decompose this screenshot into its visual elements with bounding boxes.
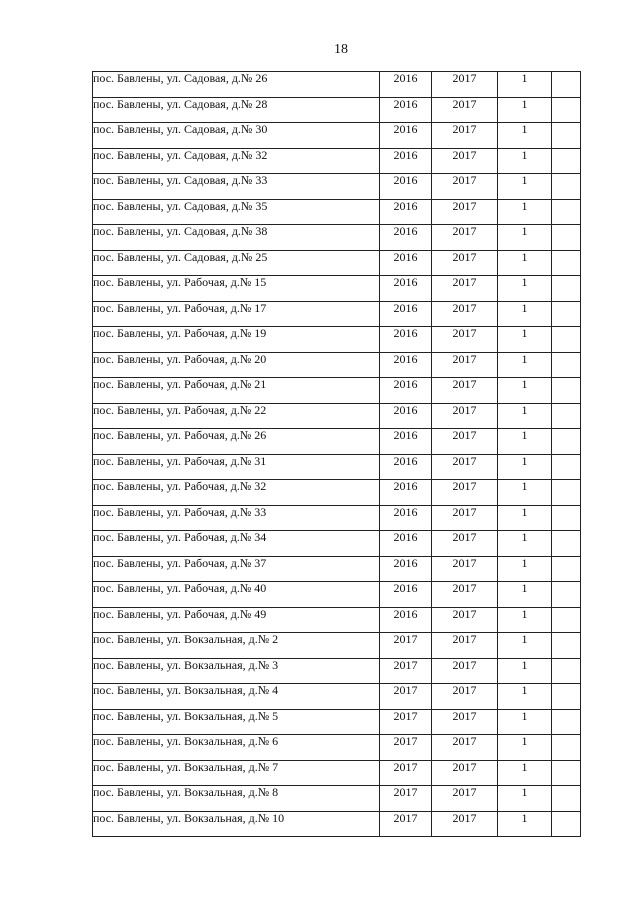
year-start-cell: 2017 xyxy=(380,633,432,659)
empty-cell xyxy=(552,378,581,404)
year-end-cell: 2017 xyxy=(432,301,498,327)
count-cell: 1 xyxy=(498,786,552,812)
address-cell: пос. Бавлены, ул. Садовая, д.№ 33 xyxy=(93,174,380,200)
empty-cell xyxy=(552,174,581,200)
address-cell: пос. Бавлены, ул. Рабочая, д.№ 33 xyxy=(93,505,380,531)
year-end-cell: 2017 xyxy=(432,199,498,225)
year-end-cell: 2017 xyxy=(432,607,498,633)
address-cell: пос. Бавлены, ул. Рабочая, д.№ 32 xyxy=(93,480,380,506)
empty-cell xyxy=(552,556,581,582)
year-start-cell: 2016 xyxy=(380,276,432,302)
year-end-cell: 2017 xyxy=(432,276,498,302)
count-cell: 1 xyxy=(498,301,552,327)
empty-cell xyxy=(552,709,581,735)
count-cell: 1 xyxy=(498,429,552,455)
year-start-cell: 2017 xyxy=(380,786,432,812)
empty-cell xyxy=(552,123,581,149)
table-row xyxy=(93,72,581,98)
year-start-cell: 2016 xyxy=(380,225,432,251)
table-row xyxy=(93,531,581,557)
empty-cell xyxy=(552,276,581,302)
year-start-cell: 2016 xyxy=(380,301,432,327)
year-start-cell: 2016 xyxy=(380,403,432,429)
table-row xyxy=(93,454,581,480)
empty-cell xyxy=(552,531,581,557)
count-cell: 1 xyxy=(498,480,552,506)
count-cell: 1 xyxy=(498,123,552,149)
year-end-cell: 2017 xyxy=(432,480,498,506)
address-cell: пос. Бавлены, ул. Вокзальная, д.№ 4 xyxy=(93,684,380,710)
year-start-cell: 2016 xyxy=(380,556,432,582)
table-row xyxy=(93,556,581,582)
count-cell: 1 xyxy=(498,531,552,557)
empty-cell xyxy=(552,582,581,608)
count-cell: 1 xyxy=(498,327,552,353)
year-start-cell: 2016 xyxy=(380,174,432,200)
table-row xyxy=(93,633,581,659)
empty-cell xyxy=(552,327,581,353)
year-end-cell: 2017 xyxy=(432,658,498,684)
year-end-cell: 2017 xyxy=(432,582,498,608)
count-cell: 1 xyxy=(498,684,552,710)
year-end-cell: 2017 xyxy=(432,148,498,174)
year-start-cell: 2016 xyxy=(380,250,432,276)
table-row xyxy=(93,811,581,837)
year-start-cell: 2016 xyxy=(380,582,432,608)
address-cell: пос. Бавлены, ул. Рабочая, д.№ 34 xyxy=(93,531,380,557)
count-cell: 1 xyxy=(498,607,552,633)
year-end-cell: 2017 xyxy=(432,454,498,480)
address-cell: пос. Бавлены, ул. Рабочая, д.№ 19 xyxy=(93,327,380,353)
year-start-cell: 2016 xyxy=(380,378,432,404)
address-cell: пос. Бавлены, ул. Рабочая, д.№ 22 xyxy=(93,403,380,429)
table-row xyxy=(93,123,581,149)
address-cell: пос. Бавлены, ул. Садовая, д.№ 30 xyxy=(93,123,380,149)
year-end-cell: 2017 xyxy=(432,786,498,812)
year-end-cell: 2017 xyxy=(432,633,498,659)
table-row xyxy=(93,148,581,174)
count-cell: 1 xyxy=(498,72,552,98)
year-end-cell: 2017 xyxy=(432,556,498,582)
year-start-cell: 2016 xyxy=(380,327,432,353)
address-cell: пос. Бавлены, ул. Рабочая, д.№ 20 xyxy=(93,352,380,378)
year-start-cell: 2016 xyxy=(380,607,432,633)
count-cell: 1 xyxy=(498,199,552,225)
table-row xyxy=(93,199,581,225)
table-row xyxy=(93,276,581,302)
table-row xyxy=(93,786,581,812)
year-start-cell: 2016 xyxy=(380,72,432,98)
address-cell: пос. Бавлены, ул. Рабочая, д.№ 40 xyxy=(93,582,380,608)
address-cell: пос. Бавлены, ул. Вокзальная, д.№ 7 xyxy=(93,760,380,786)
count-cell: 1 xyxy=(498,352,552,378)
year-end-cell: 2017 xyxy=(432,250,498,276)
address-cell: пос. Бавлены, ул. Вокзальная, д.№ 6 xyxy=(93,735,380,761)
year-end-cell: 2017 xyxy=(432,531,498,557)
year-start-cell: 2017 xyxy=(380,811,432,837)
year-start-cell: 2017 xyxy=(380,709,432,735)
empty-cell xyxy=(552,760,581,786)
address-cell: пос. Бавлены, ул. Садовая, д.№ 26 xyxy=(93,72,380,98)
year-end-cell: 2017 xyxy=(432,225,498,251)
count-cell: 1 xyxy=(498,454,552,480)
empty-cell xyxy=(552,429,581,455)
count-cell: 1 xyxy=(498,582,552,608)
table-row xyxy=(93,352,581,378)
table-row xyxy=(93,378,581,404)
table-row xyxy=(93,709,581,735)
address-cell: пос. Бавлены, ул. Рабочая, д.№ 37 xyxy=(93,556,380,582)
address-cell: пос. Бавлены, ул. Рабочая, д.№ 15 xyxy=(93,276,380,302)
empty-cell xyxy=(552,72,581,98)
count-cell: 1 xyxy=(498,225,552,251)
year-start-cell: 2016 xyxy=(380,97,432,123)
empty-cell xyxy=(552,786,581,812)
address-cell: пос. Бавлены, ул. Вокзальная, д.№ 3 xyxy=(93,658,380,684)
count-cell: 1 xyxy=(498,633,552,659)
address-cell: пос. Бавлены, ул. Рабочая, д.№ 21 xyxy=(93,378,380,404)
empty-cell xyxy=(552,225,581,251)
table-row xyxy=(93,174,581,200)
address-cell: пос. Бавлены, ул. Рабочая, д.№ 49 xyxy=(93,607,380,633)
table-row xyxy=(93,505,581,531)
year-start-cell: 2016 xyxy=(380,148,432,174)
count-cell: 1 xyxy=(498,276,552,302)
year-end-cell: 2017 xyxy=(432,709,498,735)
address-cell: пос. Бавлены, ул. Садовая, д.№ 25 xyxy=(93,250,380,276)
empty-cell xyxy=(552,480,581,506)
year-end-cell: 2017 xyxy=(432,174,498,200)
empty-cell xyxy=(552,148,581,174)
count-cell: 1 xyxy=(498,735,552,761)
empty-cell xyxy=(552,811,581,837)
count-cell: 1 xyxy=(498,760,552,786)
year-start-cell: 2016 xyxy=(380,531,432,557)
empty-cell xyxy=(552,97,581,123)
table-row xyxy=(93,225,581,251)
year-start-cell: 2016 xyxy=(380,123,432,149)
year-end-cell: 2017 xyxy=(432,378,498,404)
address-cell: пос. Бавлены, ул. Садовая, д.№ 32 xyxy=(93,148,380,174)
year-end-cell: 2017 xyxy=(432,811,498,837)
table-row xyxy=(93,429,581,455)
year-end-cell: 2017 xyxy=(432,684,498,710)
table-row xyxy=(93,735,581,761)
table-row xyxy=(93,480,581,506)
address-cell: пос. Бавлены, ул. Вокзальная, д.№ 8 xyxy=(93,786,380,812)
count-cell: 1 xyxy=(498,174,552,200)
year-end-cell: 2017 xyxy=(432,123,498,149)
page-number: 18 xyxy=(334,42,348,57)
count-cell: 1 xyxy=(498,97,552,123)
count-cell: 1 xyxy=(498,378,552,404)
address-table xyxy=(92,71,581,837)
address-cell: пос. Бавлены, ул. Рабочая, д.№ 17 xyxy=(93,301,380,327)
year-end-cell: 2017 xyxy=(432,97,498,123)
count-cell: 1 xyxy=(498,658,552,684)
table-row xyxy=(93,658,581,684)
count-cell: 1 xyxy=(498,403,552,429)
address-cell: пос. Бавлены, ул. Вокзальная, д.№ 10 xyxy=(93,811,380,837)
table-row xyxy=(93,582,581,608)
empty-cell xyxy=(552,607,581,633)
address-cell: пос. Бавлены, ул. Садовая, д.№ 28 xyxy=(93,97,380,123)
address-cell: пос. Бавлены, ул. Садовая, д.№ 35 xyxy=(93,199,380,225)
empty-cell xyxy=(552,505,581,531)
table-row xyxy=(93,327,581,353)
empty-cell xyxy=(552,352,581,378)
address-cell: пос. Бавлены, ул. Рабочая, д.№ 31 xyxy=(93,454,380,480)
address-cell: пос. Бавлены, ул. Рабочая, д.№ 26 xyxy=(93,429,380,455)
table-row xyxy=(93,403,581,429)
table-row xyxy=(93,607,581,633)
year-end-cell: 2017 xyxy=(432,72,498,98)
year-start-cell: 2016 xyxy=(380,505,432,531)
table-row xyxy=(93,97,581,123)
year-end-cell: 2017 xyxy=(432,505,498,531)
count-cell: 1 xyxy=(498,250,552,276)
empty-cell xyxy=(552,684,581,710)
year-end-cell: 2017 xyxy=(432,403,498,429)
year-start-cell: 2016 xyxy=(380,352,432,378)
empty-cell xyxy=(552,735,581,761)
table-row xyxy=(93,301,581,327)
year-start-cell: 2017 xyxy=(380,658,432,684)
count-cell: 1 xyxy=(498,505,552,531)
count-cell: 1 xyxy=(498,811,552,837)
year-end-cell: 2017 xyxy=(432,735,498,761)
year-start-cell: 2017 xyxy=(380,684,432,710)
empty-cell xyxy=(552,301,581,327)
year-start-cell: 2016 xyxy=(380,429,432,455)
year-end-cell: 2017 xyxy=(432,760,498,786)
year-start-cell: 2017 xyxy=(380,735,432,761)
table-row xyxy=(93,250,581,276)
table-row xyxy=(93,760,581,786)
address-cell: пос. Бавлены, ул. Садовая, д.№ 38 xyxy=(93,225,380,251)
table-row xyxy=(93,684,581,710)
count-cell: 1 xyxy=(498,556,552,582)
year-start-cell: 2016 xyxy=(380,480,432,506)
empty-cell xyxy=(552,454,581,480)
count-cell: 1 xyxy=(498,148,552,174)
year-start-cell: 2016 xyxy=(380,454,432,480)
year-start-cell: 2017 xyxy=(380,760,432,786)
address-cell: пос. Бавлены, ул. Вокзальная, д.№ 2 xyxy=(93,633,380,659)
empty-cell xyxy=(552,658,581,684)
empty-cell xyxy=(552,199,581,225)
empty-cell xyxy=(552,403,581,429)
empty-cell xyxy=(552,250,581,276)
count-cell: 1 xyxy=(498,709,552,735)
year-start-cell: 2016 xyxy=(380,199,432,225)
year-end-cell: 2017 xyxy=(432,327,498,353)
year-end-cell: 2017 xyxy=(432,429,498,455)
year-end-cell: 2017 xyxy=(432,352,498,378)
address-cell: пос. Бавлены, ул. Вокзальная, д.№ 5 xyxy=(93,709,380,735)
empty-cell xyxy=(552,633,581,659)
